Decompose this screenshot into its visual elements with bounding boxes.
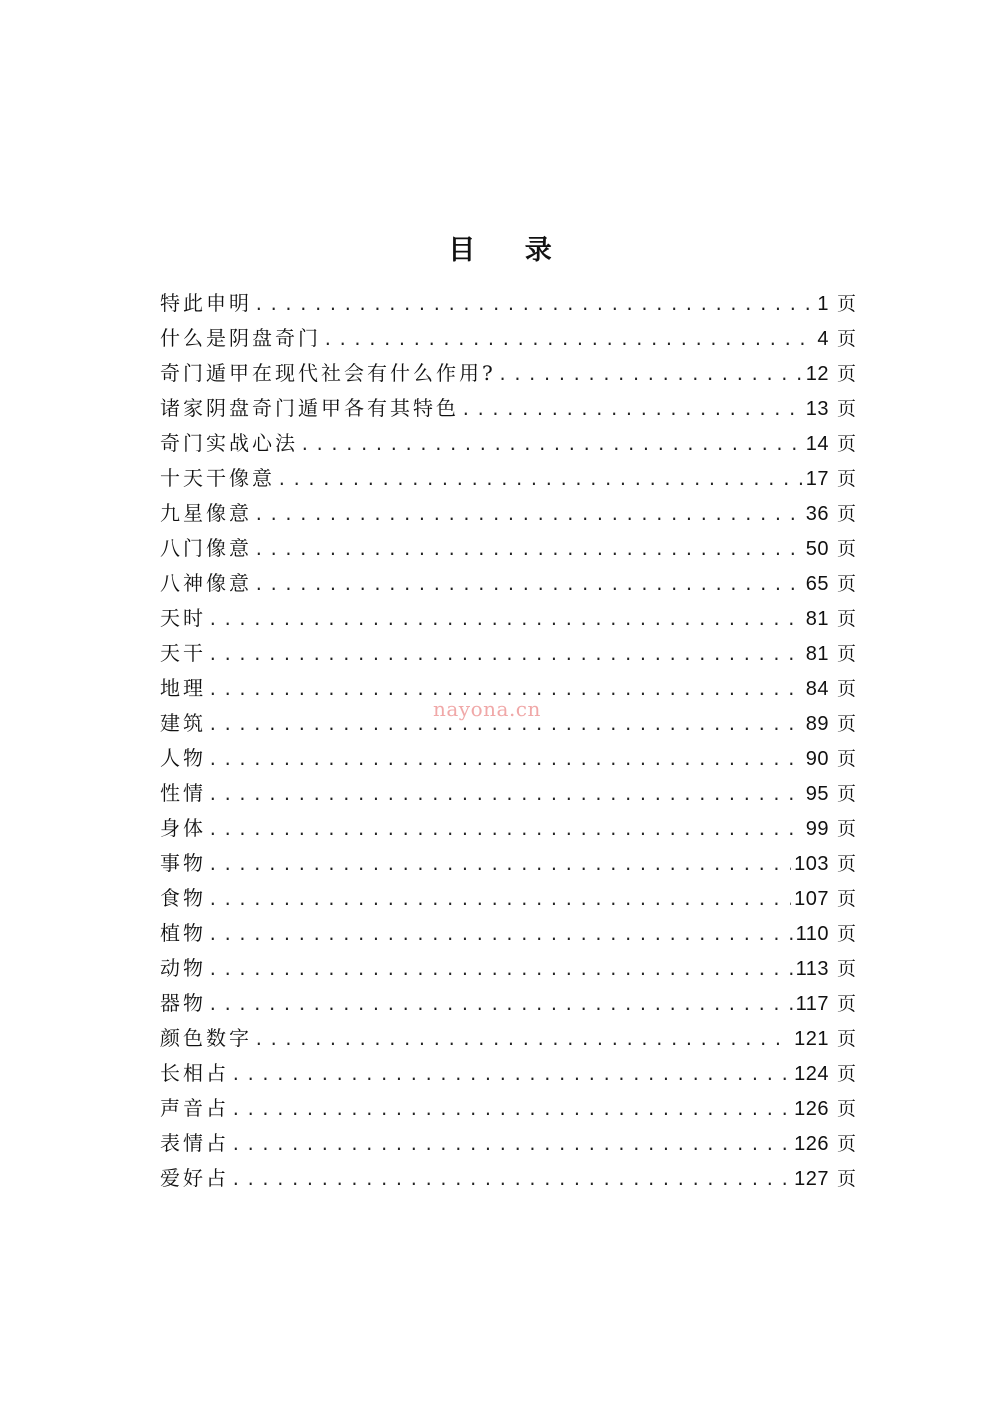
- dot-leader: [254, 287, 814, 322]
- page-unit-label: 页: [836, 608, 856, 630]
- page-unit-label: 页: [836, 888, 856, 910]
- page-number: 14: [805, 433, 829, 455]
- toc-entry[interactable]: [160, 321, 856, 356]
- page-unit-label: 页: [836, 1063, 856, 1085]
- dot-leader: [498, 357, 803, 392]
- page-unit-label: 页: [836, 678, 856, 700]
- dot-leader: [277, 462, 803, 497]
- dot-leader: [208, 882, 791, 917]
- entry-title: 天时: [160, 606, 206, 630]
- dot-leader: [461, 392, 803, 427]
- dot-leader: [208, 847, 791, 882]
- dot-leader: [208, 742, 803, 777]
- dot-leader: [323, 322, 814, 357]
- page-unit-label: 页: [836, 1028, 856, 1050]
- toc-entry[interactable]: [160, 1056, 856, 1091]
- entry-title: 十天干像意: [160, 466, 275, 490]
- entry-title: 动物: [160, 956, 206, 980]
- page-unit-label: 页: [836, 958, 856, 980]
- toc-entry[interactable]: [160, 566, 856, 601]
- toc-entry[interactable]: [160, 951, 856, 986]
- toc-entry[interactable]: [160, 636, 856, 671]
- toc-entry[interactable]: [160, 986, 856, 1021]
- toc-entry[interactable]: [160, 846, 856, 881]
- page-number: 127: [794, 1168, 829, 1190]
- toc-entry[interactable]: [160, 1161, 856, 1196]
- page-unit-label: 页: [836, 468, 856, 490]
- page-number: 117: [795, 993, 829, 1015]
- dot-leader: [231, 1057, 791, 1092]
- dot-leader: [254, 532, 803, 567]
- dot-leader: [208, 987, 793, 1022]
- dot-leader: [231, 1162, 791, 1197]
- toc-entry[interactable]: [160, 741, 856, 776]
- entry-title: 八门像意: [160, 536, 252, 560]
- page-unit-label: 页: [836, 398, 856, 420]
- toc-entry[interactable]: [160, 461, 856, 496]
- page-unit-label: 页: [836, 643, 856, 665]
- page-number: 126: [794, 1098, 829, 1120]
- page-number: 90: [805, 748, 829, 770]
- dot-leader: [254, 567, 803, 602]
- page-number: 65: [805, 573, 829, 595]
- dot-leader: [254, 497, 803, 532]
- toc-entry[interactable]: [160, 601, 856, 636]
- dot-leader: [300, 427, 803, 462]
- page-unit-label: 页: [836, 923, 856, 945]
- page-unit-label: 页: [836, 363, 856, 385]
- entry-title: 建筑: [160, 711, 206, 735]
- toc-entry[interactable]: [160, 811, 856, 846]
- entry-title: 食物: [160, 886, 206, 910]
- entry-title: 声音占: [160, 1096, 229, 1120]
- page-number: 17: [805, 468, 829, 490]
- entry-title: 奇门实战心法: [160, 431, 298, 455]
- page-unit-label: 页: [836, 713, 856, 735]
- page-number: 84: [805, 678, 829, 700]
- toc-entry[interactable]: [160, 496, 856, 531]
- toc-entry[interactable]: [160, 1091, 856, 1126]
- dot-leader: [208, 952, 793, 987]
- page-unit-label: 页: [836, 573, 856, 595]
- entry-title: 天干: [160, 641, 206, 665]
- entry-title: 器物: [160, 991, 206, 1015]
- entry-title: 诸家阴盘奇门遁甲各有其特色: [160, 396, 459, 420]
- page-unit-label: 页: [836, 538, 856, 560]
- page-unit-label: 页: [836, 853, 856, 875]
- page-unit-label: 页: [836, 1133, 856, 1155]
- toc-entry[interactable]: [160, 356, 856, 391]
- dot-leader: [231, 1092, 791, 1127]
- entry-title: 八神像意: [160, 571, 252, 595]
- page-number: 121: [794, 1028, 829, 1050]
- page-number: 81: [805, 608, 829, 630]
- entry-title: 九星像意: [160, 501, 252, 525]
- entry-title: 颜色数字: [160, 1026, 252, 1050]
- page-number: 50: [805, 538, 829, 560]
- toc-entry[interactable]: [160, 1021, 856, 1056]
- page-unit-label: 页: [836, 433, 856, 455]
- page-number: 81: [805, 643, 829, 665]
- toc-entry[interactable]: [160, 391, 856, 426]
- page-number: 113: [795, 958, 829, 980]
- entry-title: 身体: [160, 816, 206, 840]
- dot-leader: [208, 777, 803, 812]
- entry-title: 特此申明: [160, 291, 252, 315]
- watermark: nayona.cn: [433, 697, 541, 721]
- entry-title: 人物: [160, 746, 206, 770]
- page-unit-label: 页: [836, 1168, 856, 1190]
- page-number: 13: [805, 398, 829, 420]
- entry-title: 什么是阴盘奇门: [160, 326, 321, 350]
- page-number: 126: [794, 1133, 829, 1155]
- page-unit-label: 页: [836, 748, 856, 770]
- toc-entry[interactable]: [160, 1126, 856, 1161]
- toc-entry[interactable]: [160, 286, 856, 321]
- entry-title: 性情: [160, 781, 206, 805]
- page-title: 目 录: [448, 235, 572, 266]
- page-number: 110: [795, 923, 829, 945]
- page-unit-label: 页: [836, 1098, 856, 1120]
- entry-title: 长相占: [160, 1061, 229, 1085]
- page-number: 107: [794, 888, 829, 910]
- page-unit-label: 页: [836, 818, 856, 840]
- page-unit-label: 页: [836, 293, 856, 315]
- entry-title: 爱好占: [160, 1166, 229, 1190]
- page-unit-label: 页: [836, 993, 856, 1015]
- toc-entry[interactable]: [160, 776, 856, 811]
- toc-entry[interactable]: [160, 426, 856, 461]
- dot-leader: [208, 637, 803, 672]
- page-unit-label: 页: [836, 503, 856, 525]
- dot-leader: [208, 812, 803, 847]
- page-unit-label: 页: [836, 783, 856, 805]
- page-number: 12: [805, 363, 829, 385]
- dot-leader: [231, 1127, 791, 1162]
- page-number: 103: [794, 853, 829, 875]
- toc-entry[interactable]: [160, 881, 856, 916]
- entry-title: 植物: [160, 921, 206, 945]
- dot-leader: [208, 602, 803, 637]
- table-of-contents: [160, 286, 856, 1196]
- dot-leader: [254, 1022, 791, 1057]
- page-number: 4: [817, 328, 829, 350]
- page-number: 124: [794, 1063, 829, 1085]
- page-unit-label: 页: [836, 328, 856, 350]
- entry-title: 地理: [160, 676, 206, 700]
- dot-leader: [208, 917, 793, 952]
- toc-entry[interactable]: [160, 916, 856, 951]
- page-number: 36: [805, 503, 829, 525]
- page-number: 89: [805, 713, 829, 735]
- entry-title: 表情占: [160, 1131, 229, 1155]
- page-number: 1: [817, 293, 829, 315]
- entry-title: 事物: [160, 851, 206, 875]
- page-number: 99: [805, 818, 829, 840]
- entry-title: 奇门遁甲在现代社会有什么作用?: [160, 361, 496, 385]
- toc-entry[interactable]: [160, 531, 856, 566]
- page-number: 95: [805, 783, 829, 805]
